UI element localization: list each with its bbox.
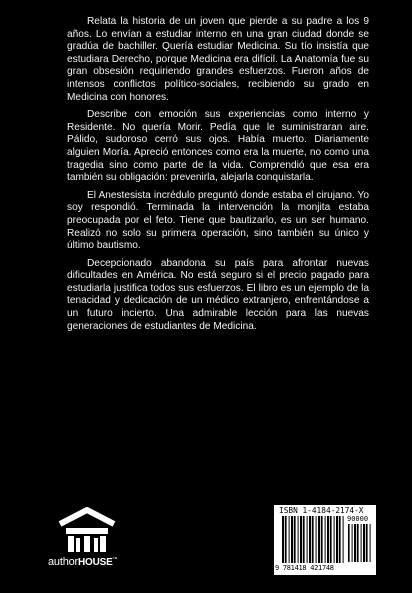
price-barcode-bars: [348, 524, 372, 562]
price-code: 90000: [347, 515, 369, 523]
back-cover-text: [67, 16, 369, 338]
paragraph-4: Decepcionado abandona su país para afrontar nuevas dificultades en América. No está seguro si el precio pagado para estudiarla justifica todos sus esfuerzos. El libro es un ejemplo de la tenacidad y dedicación de un médico extranjero, enfrentándose a un futuro incierto. Una admirable lección para las nuevas generaciones de estudiantes de Medicina.: [67, 257, 369, 332]
paragraph-2: Describe con emoción sus experiencias como interno y Residente. No quería Morir. Pedía que le suministraran aire. Pálido, sudoroso cerró sus ojos. Había muerto. Diariamente alguien Moría. Apreció entonces como era la muerte, no como una tragedia sino como parte de la vida. Comprendió que esa era también su obligación: prevenirla, alejarla conquistarla.: [67, 109, 369, 184]
publisher-name: authorHOUSE™: [48, 556, 118, 568]
paragraph-1: Relata la historia de un joven que pierde a su padre a los 9 años. Lo envían a estudiar interno en una gran ciudad donde se gradúa de bachiller. Quería estudiar Medicina. Su tío insistía que estudiara Derecho, porque Medicina era difícil. La Anatomía fue su gran obsesión requiriendo grandes esfuerzos. Fueron años de intensos conflictos político-sociales, recibiendo su grado en Medicina con honores.: [67, 16, 369, 103]
barcode: [274, 505, 376, 575]
publisher-logo: [48, 506, 126, 576]
isbn-label: ISBN 1-4184-2174-X: [279, 506, 364, 515]
barcode-bars: [282, 516, 344, 563]
paragraph-3: El Anestesista incrédulo preguntó donde estaba el cirujano. Yo soy respondió. Terminada la intervención la monjita estaba preocupada por el feto. Tiene que bautizarlo, es un ser humano. Realizó no solo su primera operación, sino también su único y último bautismo.: [67, 189, 369, 252]
barcode-number: 9 781418 421748: [275, 564, 334, 572]
house-icon: [56, 506, 118, 554]
